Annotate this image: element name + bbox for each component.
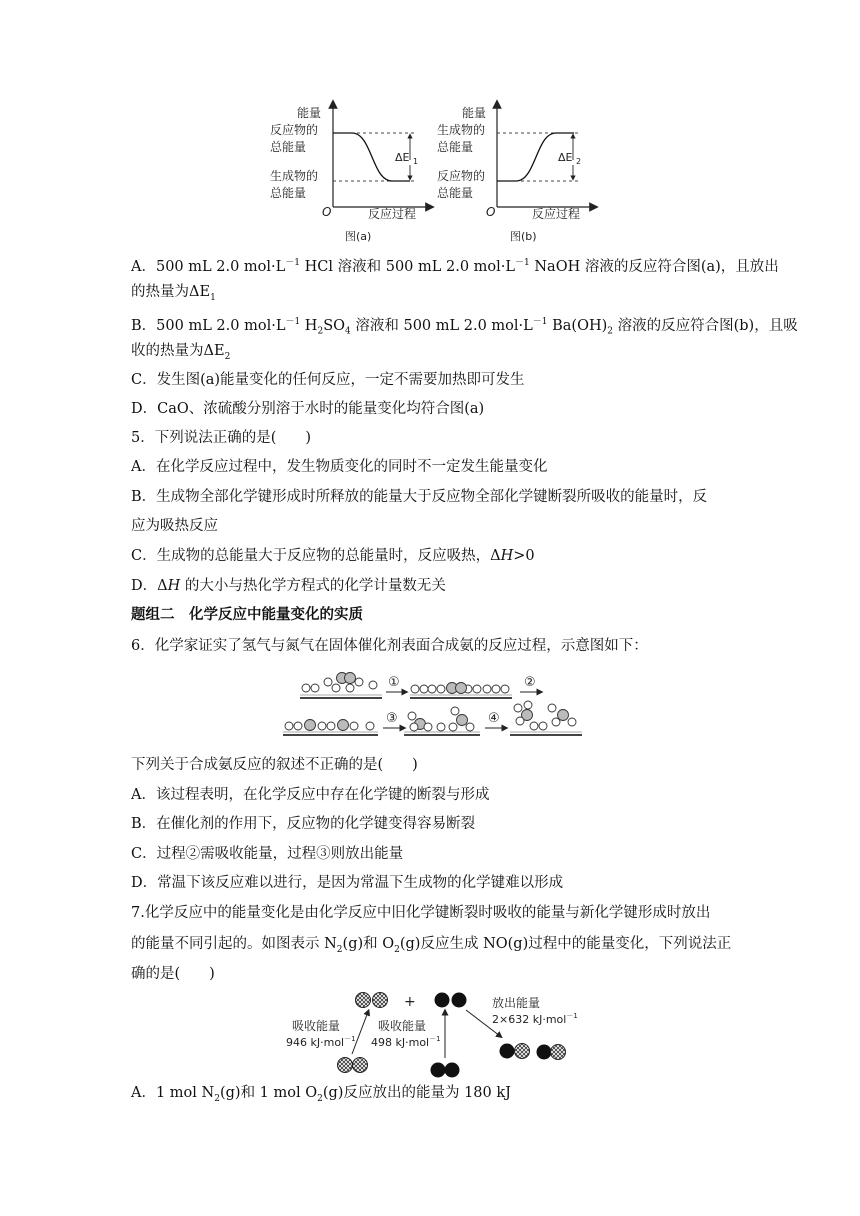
q6-option-d: D．常温下该反应难以进行，是因为常温下生成物的化学键难以形成 [131, 875, 564, 891]
q6-option-b: B．在催化剂的作用下，反应物的化学键变得容易断裂 [131, 816, 476, 832]
q5-stem: 5．下列说法正确的是( ) [131, 430, 312, 446]
figure-a [270, 104, 430, 243]
fig-b-delta-sub: 2 [576, 157, 582, 166]
ammonia-synthesis-diagram [0, 668, 860, 748]
fig-b-upper-label-2: 总能量 [437, 140, 474, 154]
group2-heading: 题组二 化学反应中能量变化的实质 [131, 607, 363, 623]
q6-option-a: A．该过程表明，在化学反应中存在化学键的断裂与形成 [131, 787, 490, 803]
fig-b-lower-label-1: 反应物的 [437, 169, 486, 183]
fig-a-upper-label-2: 总能量 [270, 140, 307, 154]
fig-a-origin: O [322, 205, 332, 219]
step-1-label: ① [388, 675, 400, 690]
q4-option-a-line2: 的热量为$\Delta E_1$ [131, 284, 216, 303]
fig-b-upper-label-1: 生成物的 [437, 123, 486, 137]
step-4-label: ④ [488, 711, 500, 726]
fig-a-upper-label-1: 反应物的 [270, 123, 319, 137]
q5-option-c: C．生成物的总能量大于反应物的总能量时，反应吸热，ΔH>0 [131, 548, 535, 564]
q4-option-c: C．发生图(a)能量变化的任何反应，一定不需要加热即可发生 [131, 372, 525, 388]
absorb-2-label: 吸收能量 [378, 1019, 427, 1033]
step-2-label: ② [524, 675, 536, 690]
fig-a-caption: 图(a) [345, 230, 372, 243]
absorb-1-label: 吸收能量 [292, 1019, 341, 1033]
fig-a-lower-label-2: 总能量 [270, 186, 307, 200]
release-value: 2×632 kJ·mol [492, 1013, 567, 1026]
fig-b-lower-label-2: 总能量 [437, 186, 474, 200]
q5-option-b-line2: 应为吸热反应 [131, 518, 218, 534]
q4-option-a-line1: A．500 mL 2.0 $mol\cdot L^{-1}$ HCl 溶液和 500 mL 2.0 $mol\cdot L^{-1}$ NaOH 溶液的反应符合图(a)，且放出 [131, 258, 779, 275]
fig-a-delta-label: ΔE [395, 151, 410, 164]
fig-a-delta-sub: 1 [413, 157, 419, 166]
figure-b [437, 104, 594, 243]
fig-b-caption: 图(b) [510, 230, 537, 243]
q7-option-a: A．1 mol $N_2(g)$和 1 mol $O_2(g)$反应放出的能量为 180 kJ [131, 1085, 511, 1104]
q7-stem-line1: 7.化学反应中的能量变化是由化学反应中旧化学键断裂时吸收的能量与新化学键形成时放出 [131, 905, 711, 921]
q5-option-a: A．在化学反应过程中，发生物质变化的同时不一定发生能量变化 [131, 459, 548, 475]
svg-text:498 kJ·mol－1: 498 kJ·mol$^{-1}$ [371, 1035, 441, 1049]
step-3-label: ③ [386, 711, 398, 726]
release-label: 放出能量 [492, 996, 541, 1010]
q7-stem-line2: 的能量不同引起的。如图表示 $N_2(g)$和 $O_2(g)$反应生成 NO(g)过程中的能量变化，下列说法正 [131, 936, 732, 955]
fig-a-x-label: 反应过程 [368, 207, 417, 221]
fig-b-delta-label: ΔE [558, 151, 573, 164]
q4-option-b-line1: B．500 mL 2.0 $mol\cdot L^{-1}$ $H_2SO_4$ 溶液和 500 mL 2.0 $mol\cdot L^{-1}$ $Ba(OH)_2$ 溶液的反应符合图(b)，且吸 [131, 317, 798, 337]
q5-option-b-line1: B．生成物全部化学键形成时所释放的能量大于反应物全部化学键断裂所吸收的能量时，反 [131, 489, 708, 505]
plus-sign: + [404, 994, 416, 1010]
q6-lead: 下列关于合成氨反应的叙述不正确的是( ) [131, 757, 418, 773]
svg-text:2×632 kJ·mol－1: 2×632 kJ·mol$^{-1}$ [492, 1012, 578, 1026]
no-formation-diagram [0, 990, 860, 1080]
energy-diagrams [0, 0, 860, 250]
fig-a-lower-label-1: 生成物的 [270, 169, 319, 183]
q6-option-c: C．过程②需吸收能量，过程③则放出能量 [131, 846, 404, 862]
fig-b-y-label: 能量 [462, 106, 487, 120]
q7-stem-line3: 确的是( ) [131, 966, 215, 982]
absorb-1-value: 946 kJ·mol [286, 1036, 345, 1049]
q4-option-b-line2: 收的热量为$\Delta E_2$ [131, 343, 231, 362]
fig-b-x-label: 反应过程 [532, 207, 581, 221]
absorb-2-value: 498 kJ·mol [371, 1036, 430, 1049]
q5-option-d: D．ΔH 的大小与热化学方程式的化学计量数无关 [131, 578, 446, 594]
q6-stem: 6．化学家证实了氢气与氮气在固体催化剂表面合成氨的反应过程，示意图如下： [131, 638, 648, 654]
q4-option-d: D．CaO、浓硫酸分别溶于水时的能量变化均符合图(a) [131, 401, 485, 417]
svg-text:946 kJ·mol－1: 946 kJ·mol$^{-1}$ [286, 1035, 356, 1049]
fig-b-origin: O [486, 205, 496, 219]
fig-a-y-label: 能量 [297, 106, 322, 120]
